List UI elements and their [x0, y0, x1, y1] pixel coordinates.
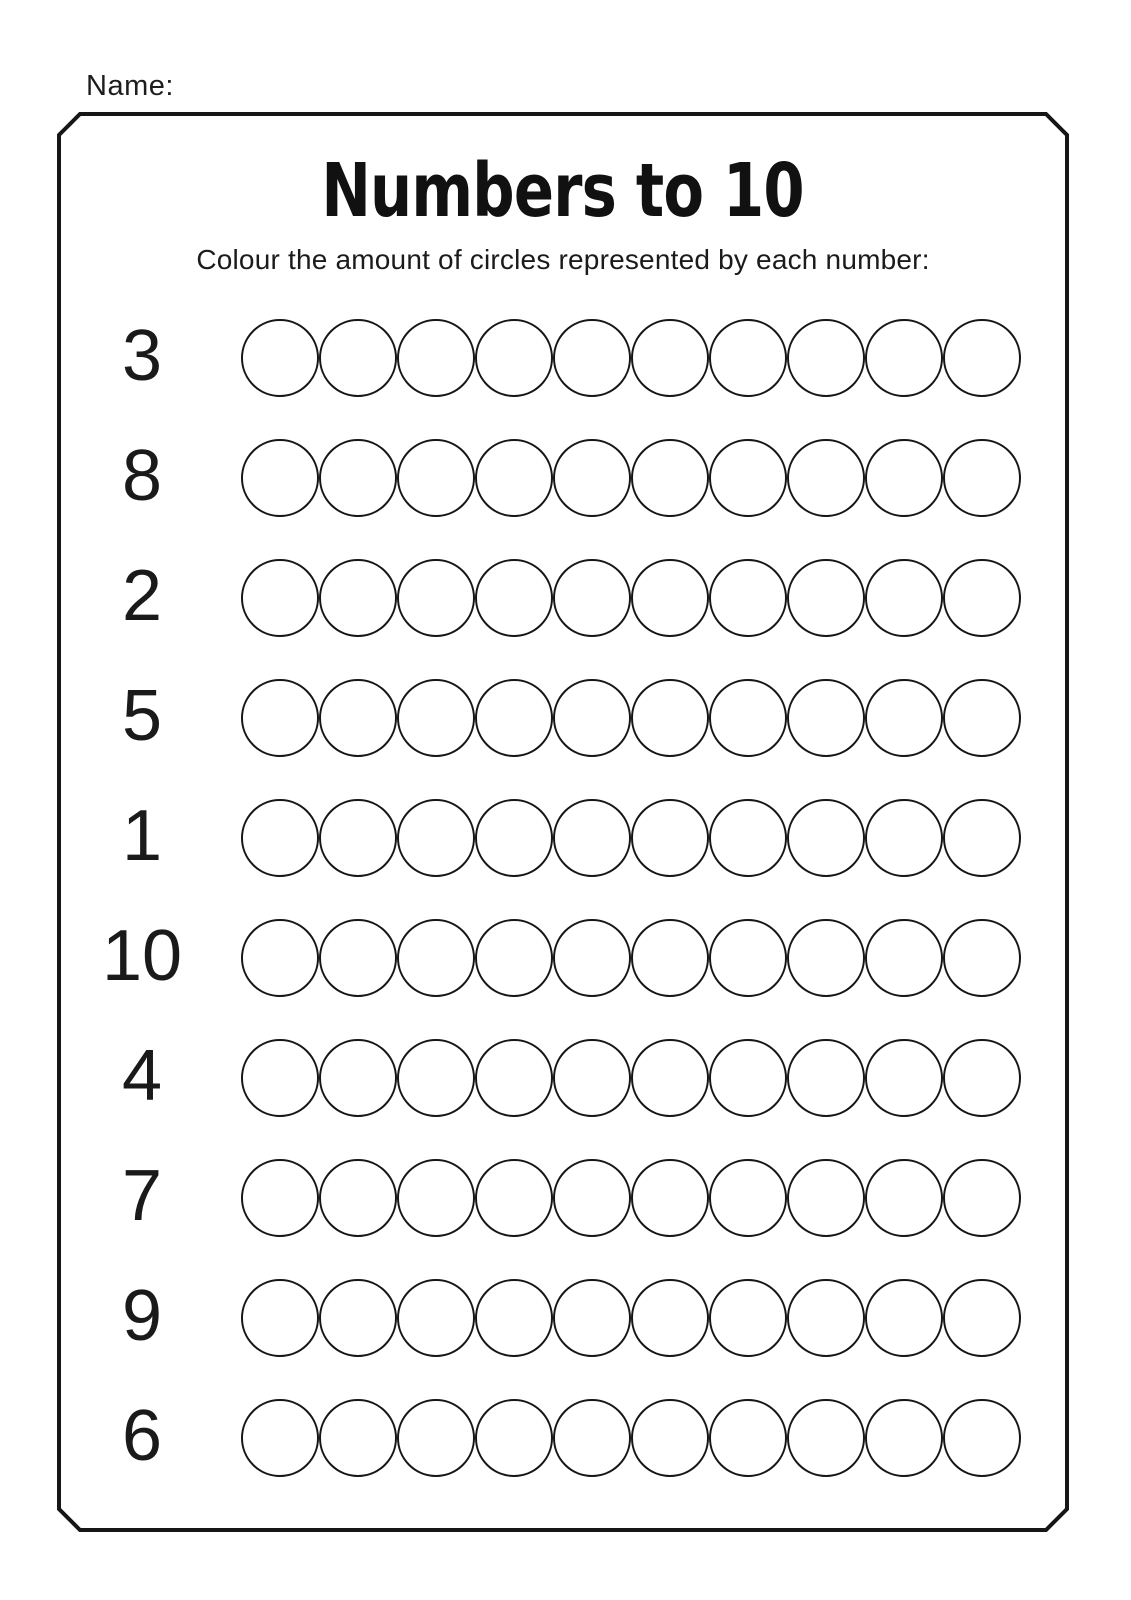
colour-circle[interactable]: [397, 319, 475, 397]
colour-circle[interactable]: [787, 919, 865, 997]
colour-circle[interactable]: [943, 1159, 1021, 1237]
colour-circle[interactable]: [631, 919, 709, 997]
colour-circle[interactable]: [709, 1399, 787, 1477]
colour-circle[interactable]: [475, 439, 553, 517]
worksheet-row: [57, 1138, 1069, 1258]
row-number-label: 4: [121, 1036, 163, 1116]
colour-circle[interactable]: [865, 1159, 943, 1237]
colour-circle[interactable]: [553, 439, 631, 517]
colour-circle[interactable]: [319, 439, 397, 517]
colour-circle[interactable]: [787, 1279, 865, 1357]
colour-circle[interactable]: [475, 1159, 553, 1237]
colour-circle[interactable]: [787, 319, 865, 397]
colour-circle[interactable]: [865, 559, 943, 637]
colour-circle[interactable]: [319, 1159, 397, 1237]
row-number-label: 2: [121, 556, 163, 636]
colour-circle[interactable]: [319, 1039, 397, 1117]
colour-circle[interactable]: [475, 799, 553, 877]
colour-circle[interactable]: [631, 679, 709, 757]
circle-row: [241, 439, 1021, 517]
worksheet-row: [57, 418, 1069, 538]
colour-circle[interactable]: [241, 679, 319, 757]
colour-circle[interactable]: [631, 1039, 709, 1117]
colour-circle[interactable]: [943, 319, 1021, 397]
colour-circle[interactable]: [709, 1039, 787, 1117]
row-number-label: 8: [121, 436, 163, 516]
circle-row: [241, 1279, 1021, 1357]
colour-circle[interactable]: [709, 319, 787, 397]
colour-circle[interactable]: [709, 679, 787, 757]
colour-circle[interactable]: [865, 1399, 943, 1477]
colour-circle[interactable]: [397, 1399, 475, 1477]
colour-circle[interactable]: [475, 679, 553, 757]
colour-circle[interactable]: [865, 319, 943, 397]
row-number-label: 3: [121, 316, 163, 396]
row-number-label: 9: [121, 1276, 163, 1356]
colour-circle[interactable]: [475, 1039, 553, 1117]
row-number-label: 1: [121, 796, 163, 876]
circle-row: [241, 559, 1021, 637]
colour-circle[interactable]: [397, 679, 475, 757]
colour-circle[interactable]: [943, 559, 1021, 637]
colour-circle[interactable]: [397, 559, 475, 637]
colour-circle[interactable]: [241, 319, 319, 397]
colour-circle[interactable]: [943, 439, 1021, 517]
colour-circle[interactable]: [631, 319, 709, 397]
colour-circle[interactable]: [397, 1159, 475, 1237]
worksheet-row: [57, 1018, 1069, 1138]
colour-circle[interactable]: [553, 1159, 631, 1237]
worksheet-box: [57, 112, 1069, 1532]
colour-circle[interactable]: [787, 679, 865, 757]
worksheet-row: [57, 1258, 1069, 1378]
worksheet-row: [57, 538, 1069, 658]
circle-row: [241, 799, 1021, 877]
colour-circle[interactable]: [319, 319, 397, 397]
colour-circle[interactable]: [475, 919, 553, 997]
colour-circle[interactable]: [943, 1279, 1021, 1357]
colour-circle[interactable]: [709, 919, 787, 997]
colour-circle[interactable]: [241, 1159, 319, 1237]
colour-circle[interactable]: [787, 439, 865, 517]
colour-circle[interactable]: [865, 919, 943, 997]
colour-circle[interactable]: [943, 919, 1021, 997]
colour-circle[interactable]: [631, 439, 709, 517]
colour-circle[interactable]: [241, 1399, 319, 1477]
colour-circle[interactable]: [553, 799, 631, 877]
worksheet-title: Numbers to 10: [321, 148, 805, 234]
colour-circle[interactable]: [553, 1399, 631, 1477]
colour-circle[interactable]: [319, 919, 397, 997]
colour-circle[interactable]: [865, 439, 943, 517]
row-number-label: 6: [121, 1396, 163, 1476]
colour-circle[interactable]: [319, 1399, 397, 1477]
name-label: Name:: [86, 70, 174, 102]
colour-circle[interactable]: [475, 559, 553, 637]
worksheet-row: [57, 778, 1069, 898]
rows-container: [57, 298, 1069, 1498]
colour-circle[interactable]: [241, 919, 319, 997]
row-number-label: 5: [121, 676, 163, 756]
colour-circle[interactable]: [709, 559, 787, 637]
colour-circle[interactable]: [241, 799, 319, 877]
circle-row: [241, 1399, 1021, 1477]
colour-circle[interactable]: [943, 1039, 1021, 1117]
colour-circle[interactable]: [709, 1279, 787, 1357]
colour-circle[interactable]: [553, 319, 631, 397]
colour-circle[interactable]: [553, 679, 631, 757]
colour-circle[interactable]: [631, 1159, 709, 1237]
colour-circle[interactable]: [397, 799, 475, 877]
colour-circle[interactable]: [553, 559, 631, 637]
colour-circle[interactable]: [241, 439, 319, 517]
colour-circle[interactable]: [709, 439, 787, 517]
worksheet-row: [57, 658, 1069, 778]
worksheet-instruction: Colour the amount of circles represented by each number:: [196, 244, 930, 275]
colour-circle[interactable]: [475, 1279, 553, 1357]
circle-row: [241, 1039, 1021, 1117]
colour-circle[interactable]: [241, 1279, 319, 1357]
circle-row: [241, 319, 1021, 397]
colour-circle[interactable]: [397, 1039, 475, 1117]
worksheet-row: [57, 298, 1069, 418]
colour-circle[interactable]: [787, 559, 865, 637]
colour-circle[interactable]: [709, 799, 787, 877]
colour-circle[interactable]: [319, 679, 397, 757]
colour-circle[interactable]: [943, 799, 1021, 877]
colour-circle[interactable]: [943, 679, 1021, 757]
colour-circle[interactable]: [865, 799, 943, 877]
colour-circle[interactable]: [865, 679, 943, 757]
colour-circle[interactable]: [631, 559, 709, 637]
colour-circle[interactable]: [319, 559, 397, 637]
colour-circle[interactable]: [865, 1039, 943, 1117]
circle-row: [241, 679, 1021, 757]
colour-circle[interactable]: [943, 1399, 1021, 1477]
colour-circle[interactable]: [397, 919, 475, 997]
colour-circle[interactable]: [709, 1159, 787, 1237]
colour-circle[interactable]: [397, 1279, 475, 1357]
row-number-label: 7: [121, 1156, 163, 1236]
colour-circle[interactable]: [397, 439, 475, 517]
colour-circle[interactable]: [241, 559, 319, 637]
colour-circle[interactable]: [865, 1279, 943, 1357]
colour-circle[interactable]: [787, 1039, 865, 1117]
colour-circle[interactable]: [787, 799, 865, 877]
colour-circle[interactable]: [787, 1399, 865, 1477]
colour-circle[interactable]: [475, 1399, 553, 1477]
colour-circle[interactable]: [631, 799, 709, 877]
circle-row: [241, 1159, 1021, 1237]
colour-circle[interactable]: [319, 799, 397, 877]
colour-circle[interactable]: [319, 1279, 397, 1357]
colour-circle[interactable]: [553, 1279, 631, 1357]
colour-circle[interactable]: [241, 1039, 319, 1117]
colour-circle[interactable]: [553, 1039, 631, 1117]
colour-circle[interactable]: [475, 319, 553, 397]
colour-circle[interactable]: [787, 1159, 865, 1237]
worksheet-row: [57, 1378, 1069, 1498]
colour-circle[interactable]: [631, 1399, 709, 1477]
circle-row: [241, 919, 1021, 997]
colour-circle[interactable]: [553, 919, 631, 997]
colour-circle[interactable]: [631, 1279, 709, 1357]
worksheet-row: [57, 898, 1069, 1018]
row-number-label: 10: [101, 916, 183, 996]
